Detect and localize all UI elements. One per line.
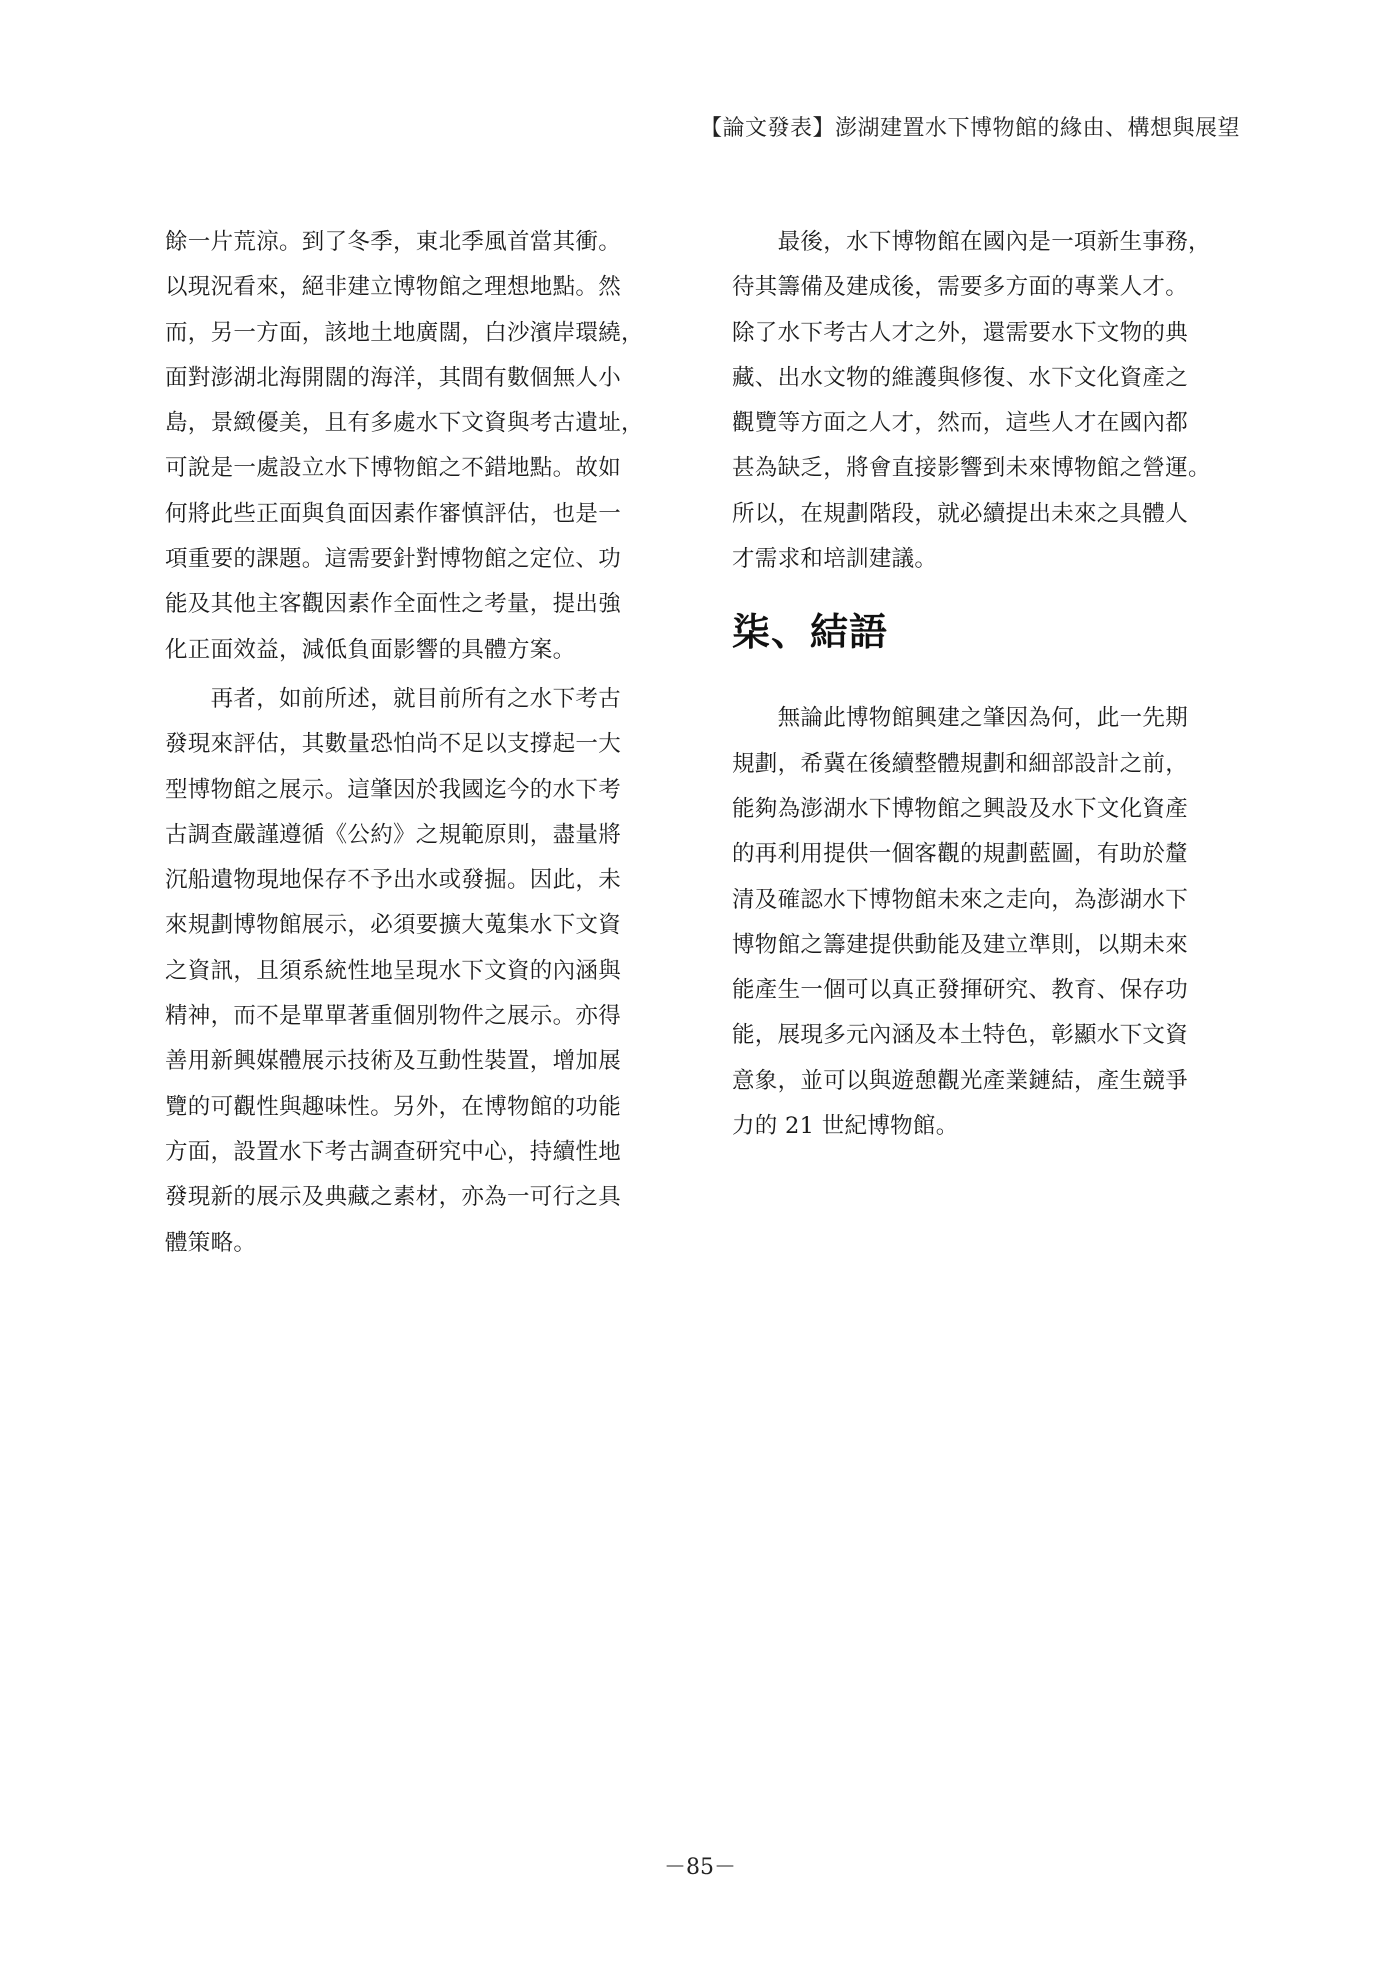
paragraph bbox=[732, 696, 1250, 1149]
text-line: 最後，水下博物館在國內是一項新生事務， bbox=[732, 229, 1211, 255]
running-header: 【論文發表】澎湖建置水下博物館的緣由、構想與展望 bbox=[699, 116, 1240, 141]
text-line: 餘一片荒涼。到了冬季，東北季風首當其衝。 bbox=[165, 229, 622, 255]
text-line: 發現來評估，其數量恐怕尚不足以支撐起一大 bbox=[165, 731, 622, 758]
text-line: 覽的可觀性與趣味性。另外，在博物館的功能 bbox=[165, 1093, 622, 1120]
text-line: 來規劃博物館展示，必須要擴大蒐集水下文資 bbox=[165, 912, 622, 939]
text-line: 古調查嚴謹遵循《公約》之規範原則，盡量將 bbox=[165, 821, 622, 848]
text-line: 無論此博物館興建之肇因為何，此一先期 bbox=[732, 705, 1189, 732]
text-line: 型博物館之展示。這肇因於我國迄今的水下考 bbox=[165, 776, 622, 803]
text-line: 再者，如前所述，就目前所有之水下考古 bbox=[165, 685, 622, 712]
paragraph bbox=[165, 220, 683, 673]
text-line: 意象，並可以與遊憩觀光產業鏈結，產生競爭 bbox=[732, 1067, 1189, 1094]
text-line: 化正面效益，減低負面影響的具體方案。 bbox=[165, 636, 576, 663]
text-line: 甚為缺乏，將會直接影響到未來博物館之營運。 bbox=[732, 455, 1211, 482]
text-line: 面對澎湖北海開闊的海洋，其間有數個無人小 bbox=[165, 364, 622, 391]
text-line: 能產生一個可以真正發揮研究、教育、保存功 bbox=[732, 977, 1189, 1004]
paragraph bbox=[732, 220, 1250, 582]
text-line: 能夠為澎湖水下博物館之興設及水下文化資產 bbox=[732, 795, 1189, 822]
left-column bbox=[165, 220, 683, 1270]
text-line: 除了水下考古人才之外，還需要水下文物的典 bbox=[732, 319, 1189, 346]
paragraph bbox=[165, 677, 683, 1266]
text-line: 觀覽等方面之人才，然而，這些人才在國內都 bbox=[732, 410, 1189, 437]
text-line: 可說是一處設立水下博物館之不錯地點。故如 bbox=[165, 455, 622, 482]
text-line: 博物館之籌建提供動能及建立準則，以期未來 bbox=[732, 931, 1189, 958]
section-heading: 柒、結語 bbox=[732, 609, 889, 655]
text-line: 發現新的展示及典藏之素材，亦為一可行之具 bbox=[165, 1184, 622, 1211]
text-line: 能及其他主客觀因素作全面性之考量，提出強 bbox=[165, 591, 622, 618]
text-line: 島，景緻優美，且有多處水下文資與考古遺址， bbox=[165, 410, 644, 437]
text-line: 所以，在規劃階段，就必續提出未來之具體人 bbox=[732, 500, 1189, 527]
text-line: 以現況看來，絕非建立博物館之理想地點。然 bbox=[165, 274, 622, 301]
text-line: 精神，而不是單單著重個別物件之展示。亦得 bbox=[165, 1003, 622, 1030]
text-line: 方面，設置水下考古調查研究中心，持續性地 bbox=[165, 1138, 622, 1165]
text-line: 何將此些正面與負面因素作審慎評估，也是一 bbox=[165, 500, 622, 527]
text-line: 體策略。 bbox=[165, 1229, 257, 1256]
text-line: 待其籌備及建成後，需要多方面的專業人才。 bbox=[732, 274, 1189, 301]
text-line: 項重要的課題。這需要針對博物館之定位、功 bbox=[165, 546, 622, 573]
text-line: 清及確認水下博物館未來之走向，為澎湖水下 bbox=[732, 886, 1189, 913]
text-line: 能，展現多元內涵及本土特色，彰顯水下文資 bbox=[732, 1022, 1189, 1049]
text-line: 沉船遺物現地保存不予出水或發掘。因此，未 bbox=[165, 867, 622, 894]
text-line: 而，另一方面，該地土地廣闊，白沙濱岸環繞， bbox=[165, 319, 644, 346]
text-line: 規劃，希冀在後續整體規劃和細部設計之前， bbox=[732, 750, 1189, 777]
page-number: －85－ bbox=[664, 1855, 736, 1880]
right-column bbox=[732, 220, 1250, 1153]
text-line: 善用新興媒體展示技術及互動性裝置，增加展 bbox=[165, 1048, 622, 1075]
text-line: 力的 21 世紀博物館。 bbox=[732, 1113, 959, 1140]
text-line: 的再利用提供一個客觀的規劃藍圖，有助於釐 bbox=[732, 841, 1189, 868]
text-line: 藏、出水文物的維護與修復、水下文化資產之 bbox=[732, 364, 1189, 391]
text-line: 之資訊，且須系統性地呈現水下文資的內涵與 bbox=[165, 957, 622, 984]
text-line: 才需求和培訓建議。 bbox=[732, 546, 938, 573]
